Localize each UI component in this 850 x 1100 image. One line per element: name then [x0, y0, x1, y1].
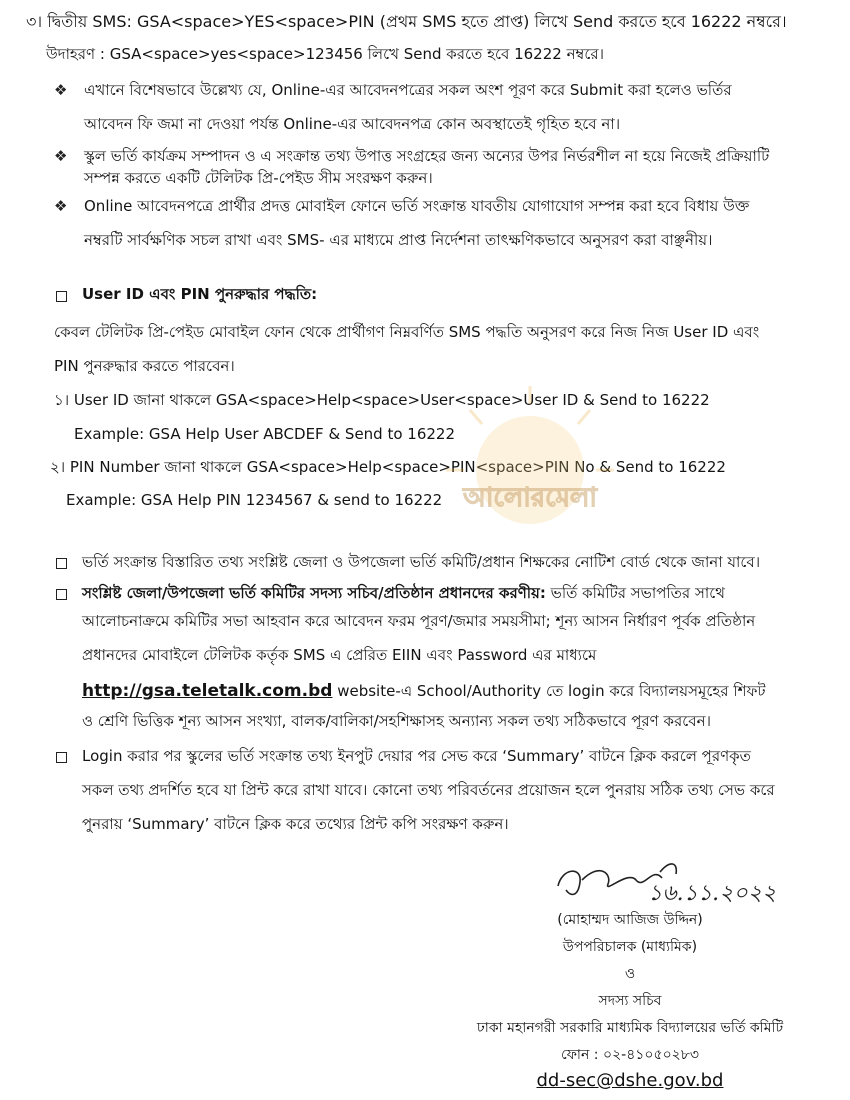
watermark-logo [430, 378, 630, 578]
item-2-line-4-rest: website-এ School/Authority তে login করে বিদ্যালয়সমূহের শিফট [332, 682, 766, 700]
recovery-step-1-example: Example: GSA Help User ABCDEF & Send to 16222 [74, 425, 456, 443]
recovery-intro-line-2: PIN পুনরুদ্ধার করতে পারবেন। [54, 357, 235, 375]
signature-date: ১৬.১১.২০২২ [648, 881, 777, 906]
signatory-name: (মোহাম্মদ আজিজ উদ্দিন) [557, 912, 703, 928]
note-3-line-2: নম্বরটি সার্বক্ষণিক সচল রাখা এবং SMS- এর মাধ্যমে প্রাপ্ত নির্দেশনা তাৎক্ষণিকভাবে অনুসরণ করা বাঞ্ছনীয়। [84, 231, 713, 249]
checkbox-square-icon [56, 589, 67, 600]
email-link[interactable]: dd-sec@dshe.gov.bd [536, 1070, 724, 1091]
item-2-heading: সংশ্লিষ্ট জেলা/উপজেলা ভর্তি কমিটির সদস্য সচিব/প্রতিষ্ঠান প্রধানদের করণীয়: [82, 584, 546, 602]
item-3-line-1: Login করার পর স্কুলের ভর্তি সংক্রান্ত তথ্য ইনপুট দেয়ার পর সেভ করে ‘Summary’ বাটনে ক্লিক করলে পূরণকৃত [82, 747, 751, 765]
watermark-text: আলোরমেলা [463, 483, 597, 513]
phone-number: ফোন : ০২-৪১০৫০২৮৩ [561, 1047, 699, 1063]
item-2-line-1 [82, 583, 725, 603]
note-1-line-1: এখানে বিশেষভাবে উল্লেখ্য যে, Online-এর আবেদনপত্রের সকল অংশ পূরণ করে Submit করা হলেও ভর্তির [84, 81, 732, 99]
checkbox-square-icon [56, 558, 67, 569]
sms-example: উদাহরণ : GSA<space>yes<space>123456 লিখে Send করতে হবে 16222 নম্বরে। [46, 45, 605, 63]
teletalk-link[interactable]: http://gsa.teletalk.com.bd [82, 681, 333, 701]
checkbox-square-icon [56, 752, 67, 763]
item-2-line-2: আলোচনাক্রমে কমিটির সভা আহবান করে আবেদন ফরম পূরণ/জমার সময়সীমা; শূন্য আসন নির্ধারণ পূর্বক প্রতিষ্ঠান [82, 612, 756, 630]
note-3-line-1: Online আবেদনপত্রে প্রার্থীর প্রদত্ত মোবাইল ফোনে ভর্তি সংক্রান্ত যাবতীয় যোগাযোগ সম্পন্ন করা হবে বিধায় উক্ত [84, 197, 750, 215]
recovery-step-1: ১। User ID জানা থাকলে GSA<space>Help<space>User<space>User ID & Send to 16222 [54, 391, 710, 409]
committee-name: ঢাকা মহানগরী সরকারি মাধ্যমিক বিদ্যালয়ের ভর্তি কমিটি [476, 1020, 784, 1036]
item-2-line-4 [82, 681, 766, 701]
item-2-line-5: ও শ্রেণি ভিত্তিক শূন্য আসন সংখ্যা, বালক/বালিকা/সহশিক্ষাসহ অন্যান্য সকল তথ্য সঠিকভাবে পূরণ করবেন। [82, 712, 711, 730]
diamond-bullet-icon: ❖ [54, 147, 68, 165]
diamond-bullet-icon: ❖ [54, 81, 68, 99]
signatory-role: সদস্য সচিব [598, 993, 662, 1009]
signature-scribble [540, 852, 800, 910]
signatory-and: ও [624, 966, 636, 982]
item-2-line-3: প্রধানদের মোবাইলে টেলিটক কর্তৃক SMS এ প্রেরিত EIIN এবং Password এর মাধ্যমে [82, 646, 597, 664]
item-1: ভর্তি সংক্রান্ত বিস্তারিত তথ্য সংশ্লিষ্ট জেলা ও উপজেলা ভর্তি কমিটি/প্রধান শিক্ষকের নোটিশ বোর্ড থেকে জানা যাবে। [82, 553, 761, 571]
note-2-line-1: স্কুল ভর্তি কার্যক্রম সম্পাদন ও এ সংক্রান্ত তথ্য উপাত্ত সংগ্রহের জন্য অন্যের উপর নির্ভরশীল না হয়ে নিজেই প্রক্রিয়াটি [84, 147, 770, 165]
recovery-step-2: ২। PIN Number জানা থাকলে GSA<space>Help<space>PIN<space>PIN No & Send to 16222 [50, 458, 726, 476]
item-3-line-3: পুনরায় ‘Summary’ বাটনে ক্লিক করে তথ্যের প্রিন্ট কপি সংরক্ষণ করুন। [82, 815, 509, 833]
signatory-designation: উপপরিচালক (মাধ্যমিক) [562, 939, 698, 955]
recovery-heading: User ID এবং PIN পুনরুদ্ধার পদ্ধতি: [82, 285, 318, 303]
item-2-rest: ভর্তি কমিটির সভাপতির সাথে [545, 584, 725, 602]
recovery-step-2-example: Example: GSA Help PIN 1234567 & send to 16222 [66, 491, 443, 509]
item-3-line-2: সকল তথ্য প্রদর্শিত হবে যা প্রিন্ট করে রাখা যাবে। কোনো তথ্য পরিবর্তনের প্রয়োজন হলে পুনরায় সঠিক তথ্য সেভ করে [82, 781, 775, 799]
checkbox-square-icon [56, 291, 67, 302]
sms-step-3: ৩। দ্বিতীয় SMS: GSA<space>YES<space>PIN (প্রথম SMS হতে প্রাপ্ত) লিখে Send করতে হবে 16222 নম্বরে। [26, 12, 787, 31]
diamond-bullet-icon: ❖ [54, 197, 68, 215]
note-1-line-2: আবেদন ফি জমা না দেওয়া পর্যন্ত Online-এর আবেদনপত্র কোন অবস্থাতেই গৃহিত হবে না। [84, 115, 621, 133]
note-2-line-2: সম্পন্ন করতে একটি টেলিটক প্রি-পেইড সীম সংরক্ষণ করুন। [84, 169, 433, 187]
recovery-intro-line-1: কেবল টেলিটক প্রি-পেইড মোবাইল ফোন থেকে প্রার্থীগণ নিম্নবর্ণিত SMS পদ্ধতি অনুসরণ করে নিজ নিজ User ID এবং [54, 323, 760, 341]
